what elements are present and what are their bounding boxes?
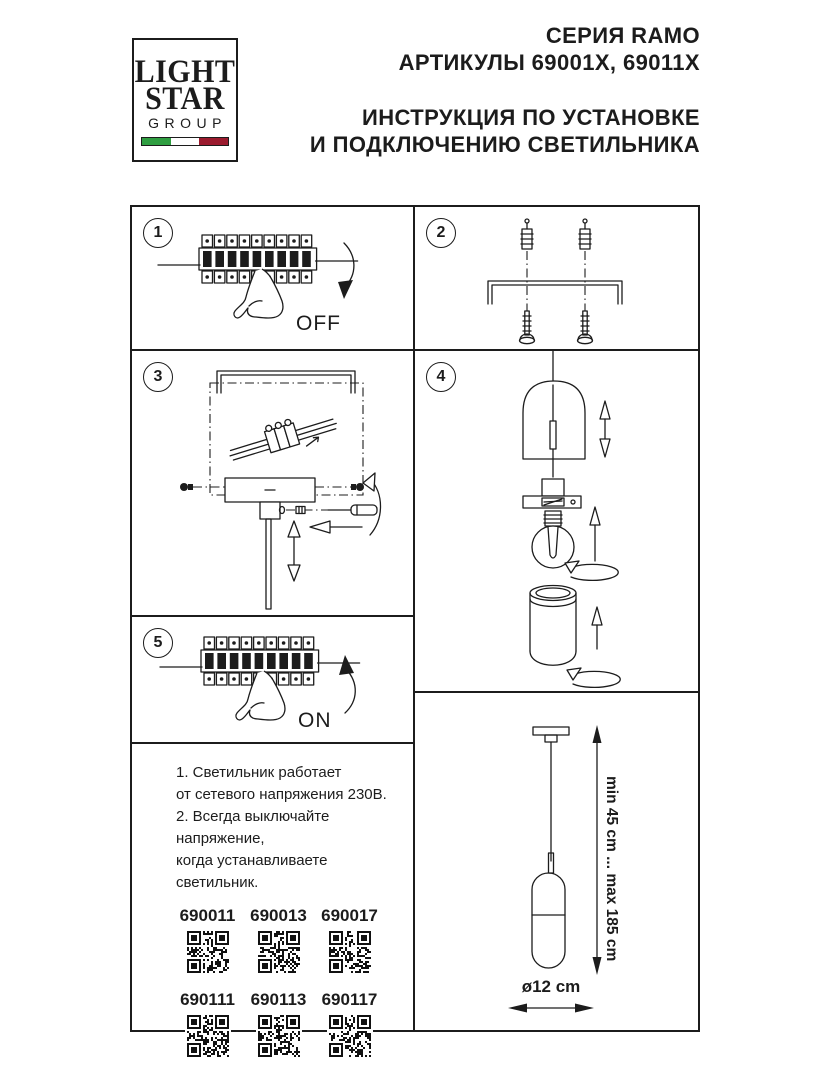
capsule-shade-icon xyxy=(532,873,565,968)
diameter-label: ø12 cm xyxy=(521,977,581,996)
dimensions-panel xyxy=(413,691,700,1032)
mounting-bracket-icon xyxy=(217,371,355,393)
note-line: 2. Всегда выключайте напряжение, xyxy=(176,808,330,847)
lightstar-logo xyxy=(132,38,238,162)
arrow-up-down-icon xyxy=(600,401,610,457)
cord-grip-icon xyxy=(260,502,285,519)
flag-red-segment xyxy=(199,138,228,145)
step-2-panel xyxy=(413,205,700,351)
articles-title: АРТИКУЛЫ 69001X, 69011X xyxy=(398,50,700,75)
dome-canopy-icon xyxy=(523,381,585,477)
mounting-hardware-diagram xyxy=(415,207,698,349)
step-number-badge: 4 xyxy=(426,362,456,392)
step-1-panel xyxy=(130,205,415,351)
grub-screw-icon xyxy=(286,507,328,514)
step-number-badge: 5 xyxy=(143,628,173,658)
article-number: 690111 xyxy=(180,990,235,1009)
logo-word-star: STAR xyxy=(145,80,225,117)
canopy-wiring-diagram xyxy=(132,351,413,615)
flag-green-segment xyxy=(142,138,171,145)
article-number: 690013 xyxy=(250,906,307,925)
diameter-dimension-arrow xyxy=(508,1004,594,1013)
safety-notes xyxy=(176,762,413,894)
rotate-ellipse-icon xyxy=(567,668,620,687)
screwdriver-icon xyxy=(328,505,377,515)
step-number-badge: 1 xyxy=(143,218,173,248)
flag-white-segment xyxy=(171,138,200,145)
arrow-up-down-icon xyxy=(288,521,300,581)
qr-code xyxy=(185,929,231,975)
breaker-on-diagram xyxy=(132,617,413,742)
wall-anchor-icon xyxy=(521,219,533,249)
article-labels-row-2 xyxy=(172,990,413,1010)
title-gap xyxy=(310,76,700,104)
qr-code xyxy=(327,1013,373,1059)
cylinder-shade-icon xyxy=(530,586,576,666)
logo-word-light: LIGHT xyxy=(134,53,236,90)
notes-panel xyxy=(130,742,415,1032)
suspension-rod xyxy=(266,519,271,609)
off-label: OFF xyxy=(296,312,341,335)
lamp-assembly-diagram xyxy=(415,351,698,691)
qr-code xyxy=(185,1013,231,1059)
qr-code xyxy=(256,1013,302,1059)
qr-codes-row-2 xyxy=(172,1013,413,1064)
step-3-panel xyxy=(130,349,415,617)
arrow-left-icon xyxy=(310,521,362,533)
mounting-bracket-icon xyxy=(488,281,622,304)
rotate-ellipse-icon xyxy=(565,561,618,580)
step-4-panel xyxy=(413,349,700,693)
series-title: СЕРИЯ RAMO xyxy=(545,23,700,48)
article-labels-row-1 xyxy=(172,906,413,926)
side-bolt-icon xyxy=(315,483,364,491)
article-number: 690011 xyxy=(179,906,236,925)
screw-icon xyxy=(578,311,593,344)
rotate-arrow-icon xyxy=(363,473,381,535)
step-number-badge: 2 xyxy=(426,218,456,248)
qr-codes-row-1 xyxy=(172,929,413,980)
arrow-up-icon xyxy=(590,507,600,561)
step-number-badge: 3 xyxy=(143,362,173,392)
socket-plate-icon xyxy=(523,479,581,508)
terminal-block-icon xyxy=(225,406,340,468)
arrow-up-icon xyxy=(592,607,602,649)
screw-icon xyxy=(520,311,535,344)
document-title xyxy=(310,22,700,158)
curved-arrow-down-icon xyxy=(338,243,354,299)
instruction-title-line2: И ПОДКЛЮЧЕНИЮ СВЕТИЛЬНИКА xyxy=(309,132,700,157)
breaker-off-diagram xyxy=(132,207,413,349)
article-number: 690113 xyxy=(250,990,307,1009)
note-line: от сетевого напряжения 230В. xyxy=(176,786,387,803)
article-number: 690017 xyxy=(321,906,378,925)
height-dimension-arrow xyxy=(593,725,602,975)
light-bulb-icon xyxy=(532,511,574,568)
italian-flag-bar xyxy=(141,137,229,146)
on-label: ON xyxy=(298,709,332,732)
article-number: 690117 xyxy=(321,990,378,1009)
instruction-title-line1: ИНСТРУКЦИЯ ПО УСТАНОВКЕ xyxy=(362,105,700,130)
logo-word-group: GROUP xyxy=(148,115,227,131)
step-5-panel xyxy=(130,615,415,744)
qr-code xyxy=(327,929,373,975)
height-range-label: min 45 cm ... max 185 cm xyxy=(603,776,620,962)
note-line: когда устанавливаете светильник. xyxy=(176,852,328,891)
ceiling-plate-icon xyxy=(533,727,569,742)
note-line: 1. Светильник работает xyxy=(176,764,342,781)
side-bolt-icon xyxy=(180,483,225,491)
curved-arrow-up-icon xyxy=(339,655,355,713)
canopy-plate-icon xyxy=(225,478,315,502)
qr-code xyxy=(256,929,302,975)
wall-anchor-icon xyxy=(579,219,591,249)
